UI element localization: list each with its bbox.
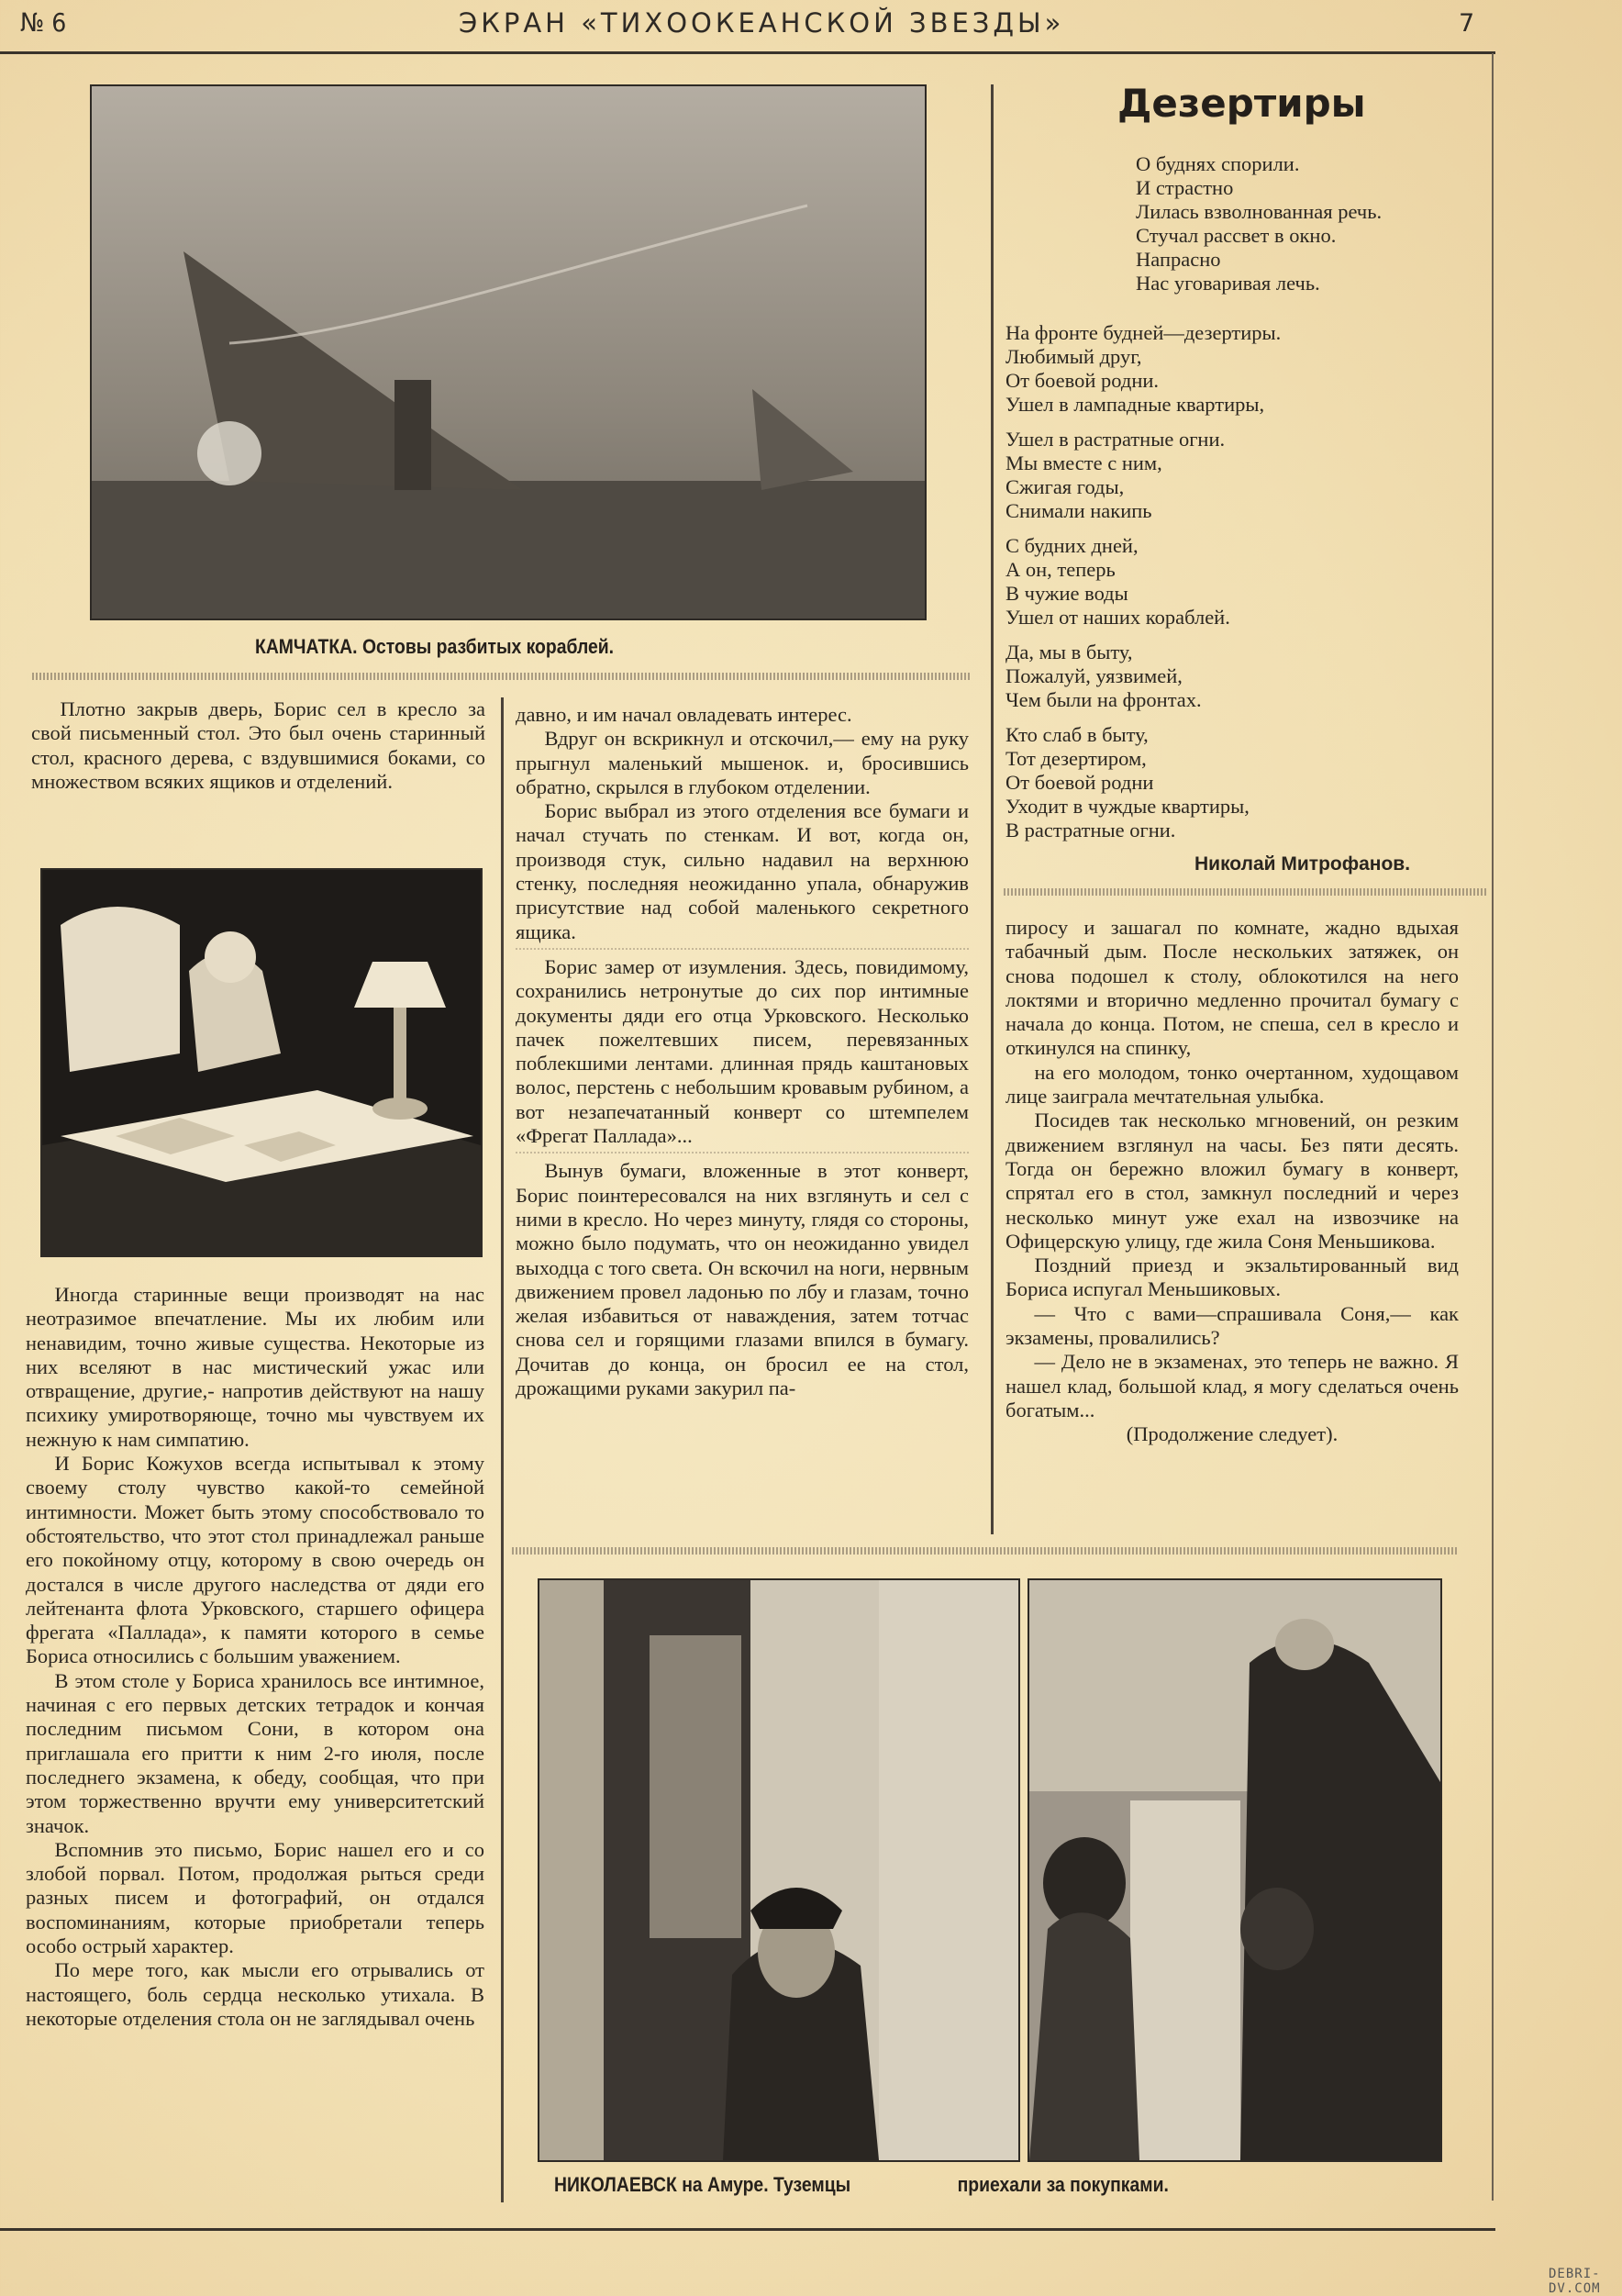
- page-number: 7: [1459, 9, 1475, 38]
- poem-line: На фронте будней—дезертиры.: [1005, 321, 1282, 344]
- poem-line: В чужие воды: [1005, 582, 1128, 605]
- poem-title: Дезертиры: [1117, 81, 1366, 126]
- poem-stanza: [1005, 534, 1483, 630]
- natives-photo-icon: [1029, 1580, 1440, 2160]
- paragraph: — Дело не в экзаменах, это теперь не важно. Я нашел клад, большой клад, я могу сделаться очень богатым...: [1005, 1350, 1459, 1421]
- paragraph: И Борис Кожухов всегда испытывал к этому своему столу чувство какой-то семейной интимности. Может быть этому способствовало то обстоятельство, что этот стол принадлежал раньше его покойному отцу, которому в свою очередь он достался в числе другого наследства от дяди его лейтенанта флота Урковского, старшего офицера фрегата «Паллада», к памяти которого в семье Бориса относились с большим уважением.: [26, 1452, 484, 1668]
- caption-text: Остовы разбитых кораблей.: [361, 635, 615, 658]
- story-column-1-top: [31, 697, 485, 794]
- paragraph: Иногда старинные вещи производят на нас неотразимое впечатление. Мы их любим или ненавидим, точно живые существа. Некоторые из них вселяют в нас мистический ужас или отвращение, другие,- напротив действуют на нашу психику умиротворяюще, точно мы чувствуем их нежную к нам симпатию.: [26, 1283, 484, 1451]
- poem-line: Ушел в лампадные квартиры,: [1005, 393, 1265, 416]
- poem-line: Уходит в чуждые квартиры,: [1005, 795, 1250, 818]
- nikolaevsk-photo-right: [1028, 1578, 1442, 2162]
- caption-place: НИКОЛАЕВСК: [554, 2173, 677, 2196]
- column-separator: [501, 697, 504, 2202]
- poem-stanza: [1005, 428, 1483, 523]
- paragraph: на его молодом, тонко очертанном, худощавом лице заиграла мечтательная улыбка.: [1005, 1060, 1459, 1109]
- poem-line: С будних дней,: [1005, 534, 1139, 557]
- paragraph: Поздний приезд и экзальтированный вид Бориса испугал Меньшиковых.: [1005, 1254, 1459, 1301]
- right-border-rule: [1492, 53, 1494, 2201]
- poem-body: [1005, 152, 1483, 853]
- poem-line: Тот дезертиром,: [1005, 747, 1147, 770]
- poem-line: Лилась взволнованная речь.: [1136, 200, 1383, 223]
- section-divider: [1004, 888, 1488, 896]
- poem-author: Николай Митрофанов.: [1194, 853, 1411, 875]
- poem-line: Напрасно: [1136, 248, 1221, 271]
- caption-text: на Амуре. Туземцы: [682, 2173, 851, 2196]
- kamchatka-caption: [255, 635, 614, 659]
- kamchatka-photo: [90, 84, 927, 620]
- story-column-3: [1005, 916, 1459, 1447]
- poem-line: О буднях спорили.: [1136, 152, 1300, 175]
- issue-number: № 6: [20, 7, 67, 38]
- paragraph: По мере того, как мысли его отрывались от настоящего, боль сердца несколько утихала. В некоторые отделения стола он не заглядывал очень: [26, 1958, 484, 2030]
- paragraph: Борис замер от изумления. Здесь, повидимому, сохранились нетронутые до сих пор интимные документы дяди его отца Урковского. Несколько пачек пожелтевших писем, перевязанных поблекшими лентами. длинная прядь каштановых волос, перстень с небольшим кровавым рубином, а вот незапечатанный конверт со штемпелем «Фрегат Паллада»...: [516, 954, 969, 1148]
- poem-stanza: [1005, 321, 1483, 417]
- poem-line: Любимый друг,: [1005, 345, 1142, 368]
- column-separator: [991, 84, 994, 1534]
- poem-stanza: [1005, 723, 1483, 842]
- paragraph: давно, и им начал овладевать интерес.: [516, 703, 852, 726]
- boris-illustration: [40, 868, 483, 1257]
- poem-line: Нас уговаривая лечь.: [1136, 272, 1320, 295]
- story-column-2: [516, 703, 969, 1400]
- paragraph: Плотно закрыв дверь, Борис сел в кресло за свой письменный стол. Это был очень старинный стол, красного дерева, с вздувшимися боками, со множеством всяких ящиков и отделений.: [31, 697, 485, 793]
- poem-line: А он, теперь: [1005, 558, 1116, 581]
- poem-line: Пожалуй, уязвимей,: [1005, 664, 1183, 687]
- paragraph: В этом столе у Бориса хранилось все интимное, начиная с его первых детских тетрадок и кончая последним письмом Сони, в котором она приглашала его притти к ним 2-го июля, после последнего экзамена, к обеду, сообщая, что при этом торжественно вручти ему университетский значок.: [26, 1668, 484, 1837]
- paragraph-divider: [516, 1152, 969, 1154]
- section-divider: [512, 1547, 1457, 1555]
- poem-line: В растратные огни.: [1005, 819, 1176, 841]
- poem-line: И страстно: [1136, 176, 1234, 199]
- natives-photo-icon: [539, 1580, 1018, 2160]
- poem-line: Снимали накипь: [1005, 499, 1152, 522]
- poem-line: Ушел от наших кораблей.: [1005, 606, 1230, 629]
- newspaper-title: ЭКРАН «ТИХООКЕАНСКОЙ ЗВЕЗДЫ»: [459, 7, 1065, 39]
- poem-stanza: [1136, 152, 1483, 295]
- continued-notice: (Продолжение следует).: [1126, 1422, 1339, 1446]
- paragraph: Вынув бумаги, вложенные в этот конверт, Борис поинтересовался на них взглянуть и сел с ними в кресло. Но через минуту, глядя со стороны, можно было подумать, что он неожиданно увидел выходца с того света. Он вскочил на ноги, нервным движением провел ладонью по лбу и глазам, точно желая избавиться от наваждения, затем тотчас снова сел и горящими глазами впился в бумагу. Дочитав до конца, он бросил ее на стол, дрожащими руками закурил па-: [516, 1159, 969, 1400]
- shipwreck-photo-icon: [92, 86, 925, 619]
- paragraph: пиросу и зашагал по комнате, жадно вдыхая табачный дым. После нескольких затяжек, он снова подошел к столу, облокотился на него локтями и вторично медленно прочитал бумагу с начала до конца. Потом, не спеша, сел в кресло и откинулся на спинку,: [1005, 916, 1459, 1060]
- paragraph: Борис выбрал из этого отделения все бумаги и начал стучать по стенкам. И вот, когда он, производя стук, сильно надавил на верхнюю стенку, последняя неожиданно упала, обнаружив присутствие над собой маленького секретного ящика.: [516, 799, 969, 943]
- caption-place: КАМЧАТКА.: [255, 635, 358, 658]
- poem-line: Стучал рассвет в окно.: [1136, 224, 1337, 247]
- poem-line: Да, мы в быту,: [1005, 641, 1133, 663]
- poem-stanza: [1005, 641, 1483, 712]
- man-at-desk-illustration-icon: [42, 870, 481, 1255]
- section-divider: [32, 673, 972, 680]
- nikolaevsk-caption: [554, 2173, 1169, 2197]
- paragraph: Вдруг он вскрикнул и отскочил,— ему на руку прыгнул маленький мышенок. и, бросившись обратно, скрылся в глубоком отделении.: [516, 727, 969, 798]
- footer-rule: [0, 2228, 1495, 2231]
- poem-line: Кто слаб в быту,: [1005, 723, 1149, 746]
- poem-line: От боевой родни.: [1005, 369, 1160, 392]
- caption-text: приехали за покупками.: [957, 2173, 1169, 2196]
- poem-line: От боевой родни: [1005, 771, 1154, 794]
- poem-line: Мы вместе с ним,: [1005, 451, 1162, 474]
- paragraph-divider: [516, 948, 969, 950]
- site-watermark: DEBRI-DV.COM: [1549, 2267, 1601, 2296]
- poem-line: Чем были на фронтах.: [1005, 688, 1202, 711]
- nikolaevsk-photo-left: [538, 1578, 1020, 2162]
- paragraph: Посидев так несколько мгновений, он резким движением взглянул на часы. Без пяти десять. Тогда он бережно вложил бумагу в конверт, спрятал его в стол, замкнул последний и через несколько минут уже ехал на извозчике на Офицерскую улицу, где жила Соня Меньшикова.: [1005, 1109, 1459, 1253]
- poem-line: Сжигая годы,: [1005, 475, 1125, 498]
- paragraph: — Что с вами—спрашивала Соня,— как экзамены, провалились?: [1005, 1301, 1459, 1350]
- poem-line: Ушел в растратные огни.: [1005, 428, 1226, 451]
- story-column-1-bottom: [26, 1283, 484, 2031]
- header-rule: [0, 51, 1495, 54]
- paragraph: Вспомнив это письмо, Борис нашел его и со злобой порвал. Потом, продолжая рыться среди разных писем и фотографий, он отдался воспоминаниям, которые приобретали теперь особо острый характер.: [26, 1837, 484, 1958]
